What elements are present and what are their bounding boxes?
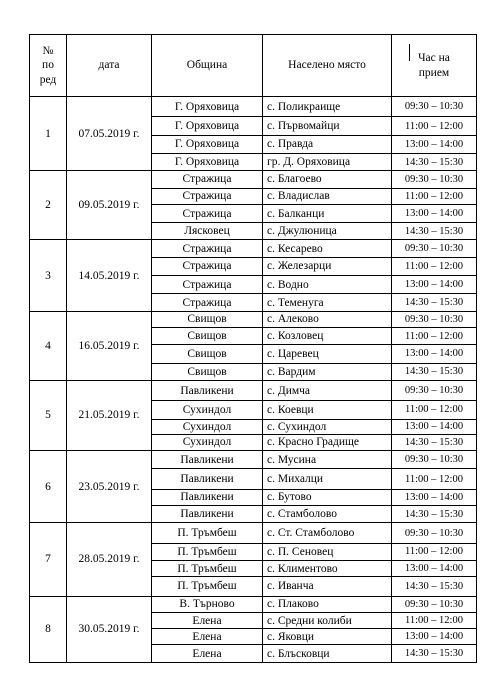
place-cell: с. Сухиндол xyxy=(263,419,392,434)
time-cell: 11:00 – 12:00 xyxy=(392,188,477,204)
municipality-cell: Стражица xyxy=(152,294,263,311)
place-cell: с. Коевци xyxy=(263,401,392,419)
table-row xyxy=(30,97,477,117)
municipality-cell: Стражица xyxy=(152,276,263,294)
place-cell: с. Алеково xyxy=(263,311,392,327)
schedule-table xyxy=(29,34,477,663)
row-number: 7 xyxy=(30,523,67,596)
municipality-cell: Свищов xyxy=(152,363,263,380)
municipality-cell: Елена xyxy=(152,645,263,663)
row-date: 09.05.2019 г. xyxy=(67,171,152,240)
time-cell: 11:00 – 12:00 xyxy=(392,401,477,419)
municipality-cell: П. Тръмбеш xyxy=(152,523,263,543)
row-date: 21.05.2019 г. xyxy=(67,380,152,450)
municipality-cell: Стражица xyxy=(152,257,263,275)
place-cell: с. Царевец xyxy=(263,345,392,363)
row-number: 5 xyxy=(30,380,67,450)
municipality-cell: П. Тръмбеш xyxy=(152,577,263,596)
municipality-cell: Стражица xyxy=(152,188,263,204)
header-place: Населено място xyxy=(263,35,392,97)
municipality-cell: Стражица xyxy=(152,240,263,257)
place-cell: с. Иванча xyxy=(263,577,392,596)
time-cell: 11:00 – 12:00 xyxy=(392,117,477,135)
header-time xyxy=(392,35,477,97)
table-row xyxy=(30,171,477,188)
header-num-line: № xyxy=(42,44,54,57)
place-cell: с. Теменуга xyxy=(263,294,392,311)
table-row xyxy=(30,523,477,543)
place-cell: с. Козловец xyxy=(263,327,392,344)
place-cell: с. Стамболово xyxy=(263,506,392,523)
time-cell: 09:30 – 10:30 xyxy=(392,380,477,400)
time-cell: 14:30 – 15:30 xyxy=(392,153,477,170)
time-cell: 14:30 – 15:30 xyxy=(392,506,477,523)
header-time-line: Час на xyxy=(418,52,450,65)
municipality-cell: Павликени xyxy=(152,506,263,523)
time-cell: 13:00 – 14:00 xyxy=(392,629,477,645)
time-cell: 13:00 – 14:00 xyxy=(392,204,477,222)
time-cell: 09:30 – 10:30 xyxy=(392,240,477,257)
place-cell: с. Мусина xyxy=(263,451,392,469)
time-cell: 09:30 – 10:30 xyxy=(392,171,477,188)
header-num-line: ред xyxy=(39,73,57,86)
place-cell: с. Железарци xyxy=(263,257,392,275)
place-cell: с. Плаково xyxy=(263,596,392,612)
time-cell: 14:30 – 15:30 xyxy=(392,577,477,596)
municipality-cell: Павликени xyxy=(152,451,263,469)
place-cell: с. Средни колиби xyxy=(263,612,392,628)
municipality-cell: В. Търново xyxy=(152,596,263,612)
time-cell: 13:00 – 14:00 xyxy=(392,345,477,363)
time-cell: 11:00 – 12:00 xyxy=(392,469,477,489)
time-cell: 13:00 – 14:00 xyxy=(392,419,477,434)
time-cell: 09:30 – 10:30 xyxy=(392,596,477,612)
row-date: 14.05.2019 г. xyxy=(67,240,152,311)
municipality-cell: Павликени xyxy=(152,380,263,400)
place-cell: с. Владислав xyxy=(263,188,392,204)
row-date: 07.05.2019 г. xyxy=(67,97,152,171)
table-row xyxy=(30,311,477,327)
table-row xyxy=(30,596,477,612)
time-cell: 09:30 – 10:30 xyxy=(392,523,477,543)
place-cell: с. П. Сеновец xyxy=(263,543,392,560)
municipality-cell: Павликени xyxy=(152,469,263,489)
row-number: 6 xyxy=(30,451,67,523)
place-cell: с. Яковци xyxy=(263,629,392,645)
municipality-cell: Г. Оряховица xyxy=(152,153,263,170)
time-cell: 14:30 – 15:30 xyxy=(392,294,477,311)
header-row xyxy=(30,35,477,97)
place-cell: с. Първомайци xyxy=(263,117,392,135)
time-cell: 13:00 – 14:00 xyxy=(392,276,477,294)
place-cell: с. Балканци xyxy=(263,204,392,222)
municipality-cell: Лясковец xyxy=(152,223,263,240)
time-cell: 11:00 – 12:00 xyxy=(392,257,477,275)
municipality-cell: Свищов xyxy=(152,311,263,327)
municipality-cell: Елена xyxy=(152,612,263,628)
place-cell: с. Водно xyxy=(263,276,392,294)
time-cell: 11:00 – 12:00 xyxy=(392,612,477,628)
place-cell: с. Благоево xyxy=(263,171,392,188)
time-cell: 09:30 – 10:30 xyxy=(392,97,477,117)
row-date: 16.05.2019 г. xyxy=(67,311,152,380)
row-date: 28.05.2019 г. xyxy=(67,523,152,596)
table-row xyxy=(30,240,477,257)
place-cell: с. Красно Градище xyxy=(263,434,392,450)
place-cell: с. Кесарево xyxy=(263,240,392,257)
table-row xyxy=(30,451,477,469)
header-date: дата xyxy=(67,35,152,97)
row-number: 3 xyxy=(30,240,67,311)
place-cell: с. Ст. Стамболово xyxy=(263,523,392,543)
municipality-cell: Сухиндол xyxy=(152,434,263,450)
place-cell: с. Блъсковци xyxy=(263,645,392,663)
place-cell: с. Правда xyxy=(263,135,392,153)
municipality-cell: П. Тръмбеш xyxy=(152,543,263,560)
place-cell: с. Димча xyxy=(263,380,392,400)
place-cell: с. Джулюница xyxy=(263,223,392,240)
row-date: 23.05.2019 г. xyxy=(67,451,152,523)
municipality-cell: Стражица xyxy=(152,204,263,222)
municipality-cell: Г. Оряховица xyxy=(152,97,263,117)
place-cell: гр. Д. Оряховица xyxy=(263,153,392,170)
header-time-line: прием xyxy=(418,66,450,79)
time-cell: 14:30 – 15:30 xyxy=(392,645,477,663)
time-cell: 13:00 – 14:00 xyxy=(392,489,477,505)
municipality-cell: Елена xyxy=(152,629,263,645)
row-number: 2 xyxy=(30,171,67,240)
municipality-cell: Сухиндол xyxy=(152,401,263,419)
time-cell: 13:00 – 14:00 xyxy=(392,135,477,153)
place-cell: с. Михалци xyxy=(263,469,392,489)
time-cell: 11:00 – 12:00 xyxy=(392,543,477,560)
place-cell: с. Климентово xyxy=(263,561,392,577)
schedule-body xyxy=(30,97,477,663)
municipality-cell: Стражица xyxy=(152,171,263,188)
header-num xyxy=(30,35,67,97)
time-cell: 14:30 – 15:30 xyxy=(392,363,477,380)
municipality-cell: Г. Оряховица xyxy=(152,117,263,135)
time-cell: 11:00 – 12:00 xyxy=(392,327,477,344)
time-cell: 13:00 – 14:00 xyxy=(392,561,477,577)
municipality-cell: Свищов xyxy=(152,345,263,363)
time-cell: 09:30 – 10:30 xyxy=(392,311,477,327)
place-cell: с. Бутово xyxy=(263,489,392,505)
header-num-line: по xyxy=(42,59,54,72)
place-cell: с. Вардим xyxy=(263,363,392,380)
time-cell: 09:30 – 10:30 xyxy=(392,451,477,469)
header-municipality: Община xyxy=(152,35,263,97)
municipality-cell: Павликени xyxy=(152,489,263,505)
municipality-cell: П. Тръмбеш xyxy=(152,561,263,577)
row-date: 30.05.2019 г. xyxy=(67,596,152,662)
municipality-cell: Сухиндол xyxy=(152,419,263,434)
time-cell: 14:30 – 15:30 xyxy=(392,223,477,240)
row-number: 1 xyxy=(30,97,67,171)
row-number: 4 xyxy=(30,311,67,380)
text-cursor xyxy=(409,44,410,61)
row-number: 8 xyxy=(30,596,67,662)
table-row xyxy=(30,380,477,400)
municipality-cell: Г. Оряховица xyxy=(152,135,263,153)
time-cell: 14:30 – 15:30 xyxy=(392,434,477,450)
municipality-cell: Свищов xyxy=(152,327,263,344)
place-cell: с. Поликраище xyxy=(263,97,392,117)
